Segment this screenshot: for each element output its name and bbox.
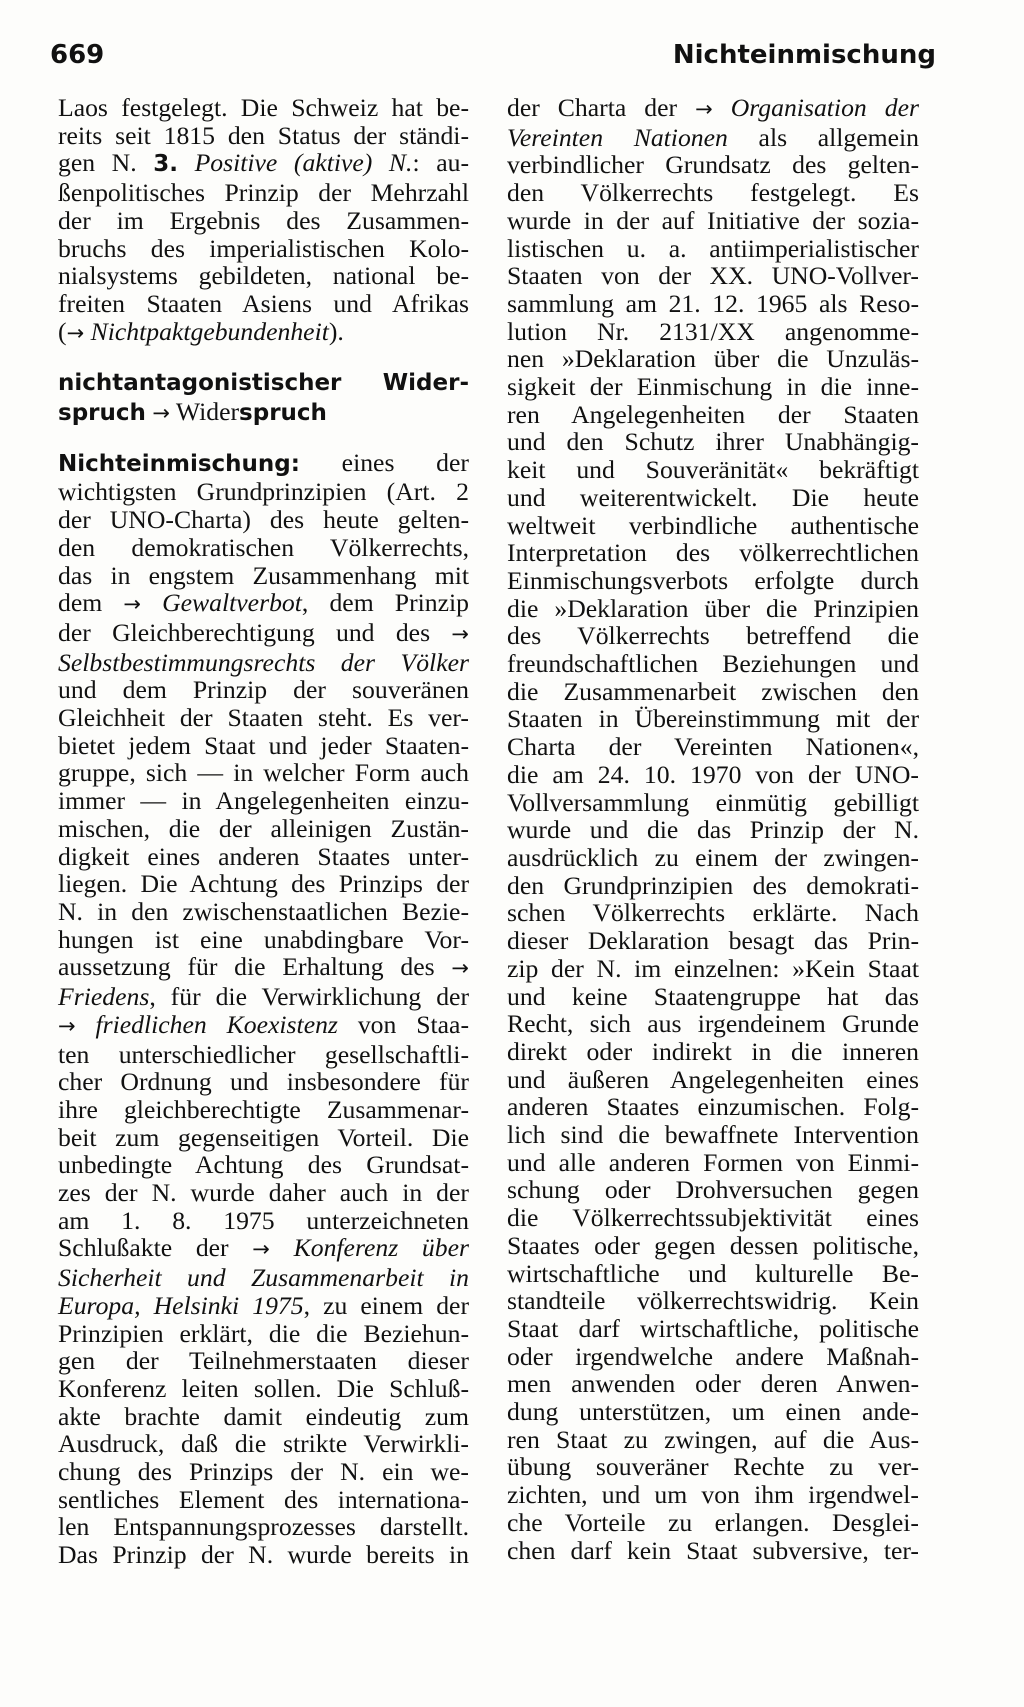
text-line: schung oder Drohversuchen gegen xyxy=(507,1175,919,1205)
text-line: nialsystems gebildeten, national be- xyxy=(58,261,469,291)
text-line: oder irgendwelche andere Maßnah- xyxy=(507,1341,919,1371)
text-line: dieser Deklaration besagt das Prin- xyxy=(507,926,919,956)
text-line: Friedens, für die Verwirklichung der xyxy=(58,982,469,1012)
text-line: Schlußakte der → Konferenz über xyxy=(58,1233,469,1263)
text-line: freundschaftlichen Beziehungen und xyxy=(507,649,919,679)
text-line: zichten, und um von ihm irgendwel- xyxy=(507,1480,919,1510)
continued-paragraph xyxy=(507,94,919,1564)
text-line: digkeit eines anderen Staates unter- xyxy=(58,841,469,871)
text-line: gen der Teilnehmerstaaten dieser xyxy=(58,1346,469,1376)
text-line: Interpretation des völkerrechtlichen xyxy=(507,538,919,568)
text-line: Konferenz leiten sollen. Die Schluß- xyxy=(58,1373,469,1403)
entry-nichtantagonistischer-widerspruch xyxy=(58,368,469,427)
text-line: Charta der Vereinten Nationen«, xyxy=(507,732,919,762)
text-line: den Grundprinzipien des demokrati- xyxy=(507,870,919,900)
text-line: übung souveräner Rechte zu ver- xyxy=(507,1452,919,1482)
running-title: Nichteinmischung xyxy=(672,40,936,70)
text-line: Recht, sich aus irgendeinem Grunde xyxy=(507,1009,919,1039)
text-line: ausdrücklich zu einem der zwingen- xyxy=(507,842,919,872)
text-line: Vollversammlung einmütig gebilligt xyxy=(507,787,919,817)
text-line: hungen ist eine unabdingbare Vor- xyxy=(58,924,469,954)
text-line: immer — in Angelegenheiten einzu- xyxy=(58,786,469,816)
text-line: ten unterschiedlicher gesellschaftli- xyxy=(58,1039,469,1069)
text-line: standteile völkerrechtswidrig. Kein xyxy=(507,1286,919,1316)
text-line: schen Völkerrechts erklärte. Nach xyxy=(507,898,919,928)
text-line: der Charta der → Organisation der xyxy=(507,93,919,122)
text-line: gen N. 3. Positive (aktive) N.: au- xyxy=(58,148,470,178)
text-line: Vereinten Nationen als allgemein xyxy=(507,122,919,152)
text-line: len Entspannungsprozesses darstellt. xyxy=(58,1512,469,1542)
text-line: und weiterentwickelt. Die heute xyxy=(507,482,919,512)
text-line: die am 24. 10. 1970 von der UNO- xyxy=(507,759,919,789)
text-line: am 1. 8. 1975 unterzeichneten xyxy=(58,1205,469,1235)
text-line: chung des Prinzips der N. ein we- xyxy=(58,1457,469,1487)
text-line: nichtantagonistischer Wider- xyxy=(58,370,469,397)
text-line: che Vorteile zu erlangen. Desglei- xyxy=(507,1507,919,1537)
text-line: Selbstbestimmungsrechts der Völker xyxy=(58,647,469,677)
text-line: (→ Nichtpaktgebundenheit). xyxy=(58,316,344,346)
text-line: und alle anderen Formen von Einmi- xyxy=(507,1147,919,1177)
text-line: die »Deklaration über die Prinzipien xyxy=(507,593,919,623)
text-line: weltweit verbindliche authentische xyxy=(507,510,919,540)
right-column xyxy=(507,94,919,1564)
text-line: wurde in der auf Initiative der sozia- xyxy=(507,205,919,235)
continuation-paragraph xyxy=(58,94,469,347)
text-line: Einmischungsverbots erfolgte durch xyxy=(507,565,919,595)
text-line: aussetzung für die Erhaltung des → xyxy=(58,952,469,982)
text-line: Gleichheit der Staaten steht. Es ver- xyxy=(58,703,469,733)
text-line: und äußeren Angelegenheiten eines xyxy=(507,1064,919,1094)
text-line: beit zum gegenseitigen Vorteil. Die xyxy=(58,1122,469,1152)
text-line: spruch → Widerspruch xyxy=(58,397,327,427)
text-line: nen »Deklaration über die Unzuläs- xyxy=(507,344,919,374)
text-line: wurde und die das Prinzip der N. xyxy=(507,815,919,845)
text-line: Staates oder gegen dessen politische, xyxy=(507,1230,919,1260)
text-line: des Völkerrechts betreffend die xyxy=(507,621,919,651)
text-line: ßenpolitisches Prinzip der Mehrzahl xyxy=(58,178,469,208)
text-line: bietet jedem Staat und jeder Staaten- xyxy=(58,730,469,760)
text-line: reits seit 1815 den Status der ständi- xyxy=(58,120,469,150)
text-line: dem → Gewaltverbot, dem Prinzip xyxy=(58,588,469,618)
text-line: Staaten in Übereinstimmung mit der xyxy=(507,704,919,734)
text-line: direkt oder indirekt in die inneren xyxy=(507,1036,919,1066)
text-line: men anwenden oder deren Anwen- xyxy=(507,1369,919,1399)
text-line: und den Schutz ihrer Unabhängig- xyxy=(507,427,919,457)
text-line: Das Prinzip der N. wurde bereits in xyxy=(58,1540,469,1570)
text-line: die Zusammenarbeit zwischen den xyxy=(507,676,919,706)
text-line: dung unterstützen, um einen ande- xyxy=(507,1397,919,1427)
text-line: Ausdruck, daß die strikte Verwirkli- xyxy=(58,1429,469,1459)
text-line: → friedlichen Koexistenz von Staa- xyxy=(58,1009,469,1039)
page-number: 669 xyxy=(50,40,105,70)
text-line: zip der N. im einzelnen: »Kein Staat xyxy=(507,953,919,983)
text-line: ihre gleichberechtigte Zusammenar- xyxy=(58,1094,469,1124)
left-column xyxy=(58,94,469,1569)
text-line: Europa, Helsinki 1975, zu einem der xyxy=(58,1290,470,1320)
text-line: lution Nr. 2131/XX angenomme- xyxy=(507,316,919,346)
text-line: Prinzipien erklärt, die die Beziehun- xyxy=(58,1318,469,1348)
text-line: sentliches Element des internationa- xyxy=(58,1484,469,1514)
text-line: Staaten von der XX. UNO-Vollver- xyxy=(507,261,919,291)
text-line: listischen u. a. antiimperialistischer xyxy=(507,233,919,263)
text-line: und dem Prinzip der souveränen xyxy=(58,675,469,705)
text-line: ren Staat zu zwingen, auf die Aus- xyxy=(507,1424,919,1454)
text-line: liegen. Die Achtung des Prinzips der xyxy=(58,869,469,899)
text-line: lich sind die bewaffnete Intervention xyxy=(507,1120,919,1150)
text-line: unbedingte Achtung des Grundsat- xyxy=(58,1150,469,1180)
text-line: gruppe, sich — in welcher Form auch xyxy=(58,758,469,788)
text-line: anderen Staates einzumischen. Folg- xyxy=(507,1092,919,1122)
text-line: sammlung am 21. 12. 1965 als Reso- xyxy=(507,288,919,318)
text-line: den Völkerrechts festgelegt. Es xyxy=(507,178,919,208)
text-line: die Völkerrechtssubjektivität eines xyxy=(507,1203,919,1233)
text-line: sigkeit der Einmischung in die inne- xyxy=(507,372,919,402)
text-line: Sicherheit und Zusammenarbeit in xyxy=(58,1263,469,1293)
text-line: ren Angelegenheiten der Staaten xyxy=(507,399,919,429)
text-line: N. in den zwischenstaatlichen Bezie- xyxy=(58,896,469,926)
text-line: akte brachte damit eindeutig zum xyxy=(58,1401,469,1431)
text-line: keit und Souveränität« bekräftigt xyxy=(507,455,919,485)
text-line: wirtschaftliche und kulturelle Be- xyxy=(507,1258,919,1288)
text-line: zes der N. wurde daher auch in der xyxy=(58,1178,469,1208)
text-line: mischen, die der alleinigen Zustän- xyxy=(58,813,469,843)
text-line: der UNO-Charta) des heute gelten- xyxy=(58,505,469,535)
text-line: Laos festgelegt. Die Schweiz hat be- xyxy=(58,93,469,122)
text-line: cher Ordnung und insbesondere für xyxy=(58,1067,469,1097)
text-line: den demokratischen Völkerrechts, xyxy=(58,532,469,562)
text-line: bruchs des imperialistischen Kolo- xyxy=(58,233,469,263)
entry-nichteinmischung xyxy=(58,449,469,1569)
text-line: Staat darf wirtschaftliche, politische xyxy=(507,1313,919,1343)
text-line: das in engstem Zusammenhang mit xyxy=(58,560,469,590)
text-line: chen darf kein Staat subversive, ter- xyxy=(507,1535,919,1565)
text-line: der im Ergebnis des Zusammen- xyxy=(58,205,469,235)
text-line: freiten Staaten Asiens und Afrikas xyxy=(58,288,469,318)
text-line: und keine Staatengruppe hat das xyxy=(507,981,919,1011)
text-line: Nichteinmischung: eines der xyxy=(58,447,469,477)
text-line: der Gleichberechtigung und des → xyxy=(58,617,469,647)
text-line: wichtigsten Grundprinzipien (Art. 2 xyxy=(58,477,469,507)
text-line: verbindlicher Grundsatz des gelten- xyxy=(507,150,919,180)
